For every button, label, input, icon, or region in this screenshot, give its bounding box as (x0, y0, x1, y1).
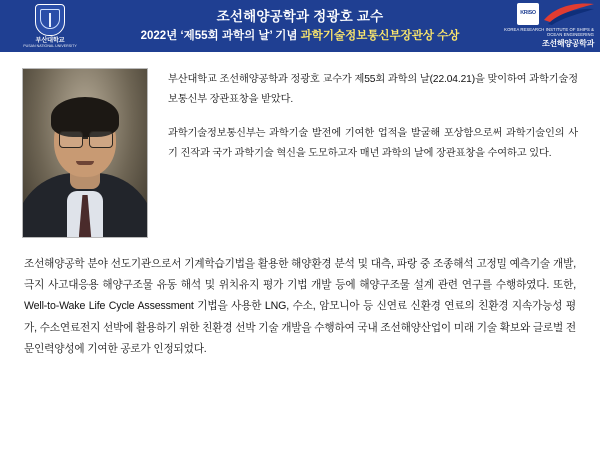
university-logo-text (23, 37, 77, 48)
university-logo-english: PUSAN NATIONAL UNIVERSITY (23, 44, 77, 48)
paragraph-two: 과학기술정보통신부는 과학기술 발전에 기여한 업적을 발굴해 포상함으로써 과학기술인의 사기 진작과 국가 과학기술 혁신을 도모하고자 매년 과학의 날에 장관표창을 수여하고 있다. (168, 127, 578, 159)
header-banner (0, 0, 600, 52)
content-area (0, 52, 600, 450)
kriso-mark-text: KRISO (517, 3, 539, 25)
header-text-block (31, 9, 570, 43)
photo-mouth (76, 161, 94, 165)
kriso-swoosh-icon (542, 2, 596, 26)
page-subtitle (141, 29, 460, 43)
kriso-logo (500, 1, 596, 51)
kriso-logo-korean: 조선해양공학과 (542, 39, 594, 48)
pusan-university-logo (6, 2, 94, 50)
kriso-logo-english: KOREA RESEARCH INSTITUTE OF SHIPS & OCEAN ENGINEERING (504, 27, 594, 37)
kriso-logo-mark-row (500, 1, 596, 27)
university-crest-icon (35, 4, 65, 36)
university-logo-korean: 부산대학교 (35, 36, 65, 44)
page-subtitle-accent: 과학기술정보통신부장관상 수상 (300, 29, 460, 42)
photo-column (22, 62, 150, 238)
paragraph-one: 부산대학교 조선해양공학과 정광호 교수가 제55회 과학의 날(22.04.21)을 맞이하여 과학기술정보통신부 장관표창을 받았다. (168, 74, 578, 105)
photo-glasses-bridge (82, 137, 88, 139)
intro-text-column (150, 62, 578, 164)
photo-glasses-right (89, 131, 113, 148)
photo-glasses-left (59, 131, 83, 148)
page-subtitle-prefix: 2022년 ‘제55회 과학의 날’ 기념 (140, 29, 301, 42)
achievement-text-block (22, 254, 578, 360)
professor-photo (22, 68, 148, 238)
paragraph-three: 조선해양공학 분야 선도기관으로서 기계학습기법을 활용한 해양환경 분석 및 대측, 파랑 중 조종해석 고정밀 예측기술 개발, 극지 사고대응용 해양구조물 유동 해석 및 위치유지 평가 기법 개발 등에 해양구조물 설계 관련 연구를 수행하였다. 또한, Well-to-Wake Life Cycle Assessment 기법을 사용한 LNG, 수소, 암모니아 등 신연료 신환경 연료의 친환경 지속가능성 평가, 수소연료전지 선박에 활용하기 위한 친환경 선박 기술 개발을 수행하여 국내 조선해양산업이 미래 기술 확보와 글로벌 전문인력양성에 기여한 공로가 인정되었다. (24, 258, 576, 355)
page-title: 조선해양공학과 정광호 교수 (216, 8, 384, 24)
photo-and-intro-row (22, 62, 578, 238)
